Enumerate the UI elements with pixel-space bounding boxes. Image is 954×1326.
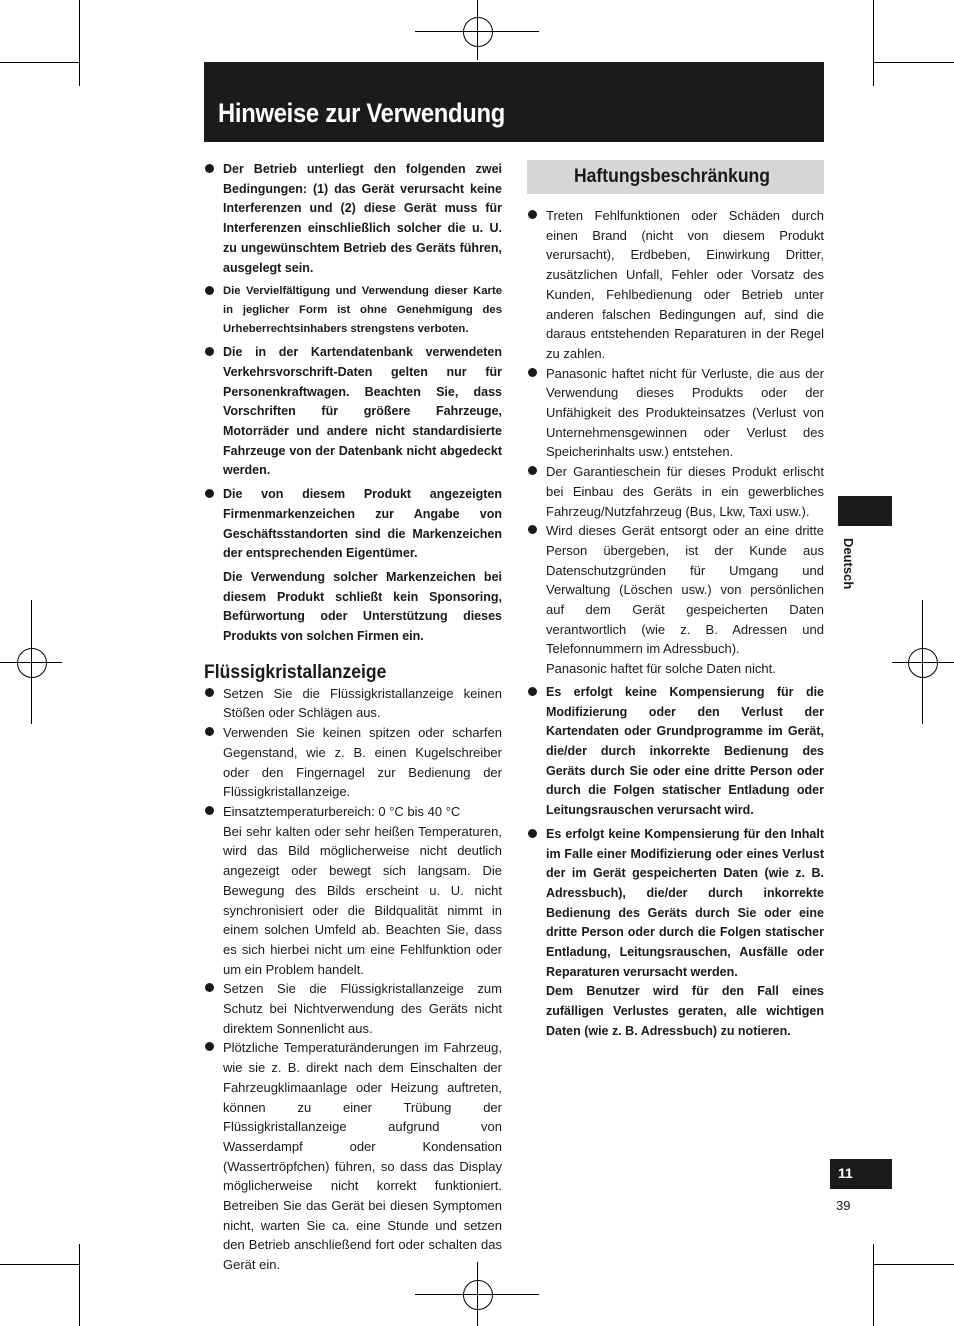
crop-mark <box>873 1244 874 1326</box>
title-bar <box>204 62 824 142</box>
list-item <box>204 160 502 278</box>
list-item-text: Wird dieses Gerät entsorgt oder an eine dritte Person übergeben, ist der Kunde aus Datenschutzgründen für Umgang und Verwaltung (Löschen usw.) von persönlichen auf dem Gerät gespeicherten Daten verantwortlich (wie z. B. Adressen und Telefonnummern im Adressbuch). <box>546 523 824 657</box>
list-item <box>527 462 824 521</box>
crop-mark <box>873 62 954 63</box>
list-item-note: Dem Benutzer wird für den Fall eines zufälligen Verlustes geraten, alle wichtigen Daten (wie z. B. Adressbuch) zu notieren. <box>546 984 824 1038</box>
list-item-text: Die von diesem Produkt angezeigten Firmenmarkenzeichen zur Angabe von Geschäftsstandorten sind die Markenzeichen der entsprechenden Eigentümer. <box>223 487 502 561</box>
section-heading-bar <box>527 160 824 194</box>
list-item-text: Der Betrieb unterliegt den folgenden zwei Bedingungen: (1) das Gerät verursacht keine Interferenzen und (2) diese Gerät muss für Interferenzen einschließlich solcher die u. U. zu ungewünschtem Betrieb des Geräts führen, ausgelegt sein. <box>223 162 502 275</box>
list-item <box>527 364 824 463</box>
section-number-tab <box>830 1159 892 1189</box>
list-item <box>527 683 824 821</box>
list-item-text: Es erfolgt keine Kompensierung für die Modifizierung oder den Verlust der Kartendaten oder Grundprogramme im Gerät, die/der durch inkorrekte Bedienung des Geräts durch Sie oder eine dritte Person oder durch die Folgen statischer Entladung oder Leitungsrauschen verursacht wird. <box>546 684 824 818</box>
list-item-text: Treten Fehlfunktionen oder Schäden durch einen Brand (nicht von diesem Produkt verursacht), Erdbeben, Einwirkung Dritter, zusätzlichen Unfall, Fehler oder Vorsatz des Kunden, Fehlbedienung oder Betrieb unter anderen falschen Bedingungen auf, sind die daraus entstehenden Reparaturen in der Regel zu zahlen. <box>546 208 824 361</box>
crop-mark <box>0 1264 80 1265</box>
page-number: 39 <box>836 1198 851 1213</box>
section-number: 11 <box>838 1165 853 1181</box>
section-heading-lcd: Flüssigkristallanzeige <box>204 660 387 683</box>
list-item-note: Panasonic haftet für solche Daten nicht. <box>546 661 776 677</box>
list-item <box>527 206 824 364</box>
list-item-text: Setzen Sie die Flüssigkristallanzeige keinen Stößen oder Schlägen aus. <box>223 685 502 721</box>
list-item-continuation: Die Verwendung solcher Markenzeichen bei diesem Produkt schließt kein Sponsoring, Befürwortung oder Unterstützung dieses Produkts von solchen Firmen ein. <box>223 569 502 644</box>
crop-mark <box>79 1244 80 1326</box>
list-item-text: Panasonic haftet nicht für Verluste, die aus der Verwendung dieses Produkts oder der Unfähigkeit des Produkteinsatzes (Verlust von Unternehmensgewinnen oder Verlust des Speicherinhalts usw.) entstehen. <box>546 365 824 460</box>
side-tab-marker <box>838 496 892 526</box>
list-item <box>204 723 502 802</box>
right-column <box>527 160 824 1042</box>
list-item-text: Verwenden Sie keinen spitzen oder scharfen Gegenstand, wie z. B. einen Kugelschreiber oder den Fingernagel zur Bedienung der Flüssigkristallanzeige. <box>223 725 502 800</box>
list-item <box>204 979 502 1038</box>
crop-mark <box>0 62 80 63</box>
list-item <box>527 521 824 679</box>
list-item-text: Setzen Sie die Flüssigkristallanzeige zum Schutz bei Nichtverwendung des Geräts nicht direktem Sonnenlicht aus. <box>223 981 502 1036</box>
list-item <box>527 825 824 1042</box>
side-tab-language: Deutsch <box>841 538 856 590</box>
list-item-text: Die in der Kartendatenbank verwendeten Verkehrsvorschrift-Daten gelten nur für Personenkraftwagen. Beachten Sie, dass Vorschriften für größere Fahrzeuge, Motorräder und andere nicht standardisierte Fahrzeuge von der Datenbank nicht abgedeckt werden. <box>223 345 502 478</box>
list-item <box>204 343 502 481</box>
list-item <box>204 802 502 979</box>
left-column <box>204 160 502 1275</box>
temperature-note: Bei sehr kalten oder sehr heißen Temperaturen, wird das Bild möglicherweise nicht deutlich angezeigt oder bewegt sich langsam. Die Bewegung des Bilds erscheint u. U. nicht synchronisiert oder die Bildqualität nimmt in einem solchen Umfeld ab. Beachten Sie, dass es sich hierbei nicht um eine Fehlfunktion oder um ein Problem handelt. <box>223 823 502 977</box>
list-item <box>204 485 502 647</box>
list-item-text: Der Garantieschein für dieses Produkt erlischt bei Einbau des Geräts in ein gewerbliches Fahrzeug/Nutzfahrzeug (Bus, Lkw, Taxi usw.). <box>546 464 824 519</box>
list-item-text: Einsatztemperaturbereich: 0 °C bis 40 °C <box>223 803 461 819</box>
crop-mark <box>79 0 80 86</box>
page-title: Hinweise zur Verwendung <box>218 98 506 128</box>
list-item-text: Es erfolgt keine Kompensierung für den Inhalt im Falle einer Modifizierung oder eines Verlust der im Gerät gespeicherten Daten (wie z. B. Adressbuch), die/der durch inkorrekte Bedienung des Geräts durch Sie oder eine dritte Person oder durch die Folgen statischer Entladung, Leitungsrauschen, Ausfälle oder Reparaturen verursacht werden. <box>546 826 824 979</box>
list-item <box>204 1038 502 1274</box>
crop-mark <box>873 0 874 86</box>
list-item-text: Die Vervielfältigung und Verwendung dieser Karte in jeglicher Form ist ohne Genehmigung des Urheberrechtsinhabers strengstens verboten. <box>223 285 502 336</box>
list-item-text: Plötzliche Temperaturänderungen im Fahrzeug, wie sie z. B. direkt nach dem Einschalten der Fahrzeugklimaanlage oder Heizung auftreten, können zu einer Trübung der Flüssigkristallanzeige aufgrund von Wasserdampf oder Kondensation (Wassertröpfchen) führen, so dass das Display möglicherweise nicht korrekt funktioniert. Betreiben Sie das Gerät bei diesen Symptomen nicht, warten Sie ca. eine Stunde und setzen den Betrieb anschließend fort oder schalten das Gerät ein. <box>223 1040 502 1273</box>
list-item <box>204 684 502 723</box>
list-item <box>204 282 502 339</box>
crop-mark <box>873 1264 954 1265</box>
section-heading-liability: Haftungsbeschränkung <box>574 165 771 187</box>
